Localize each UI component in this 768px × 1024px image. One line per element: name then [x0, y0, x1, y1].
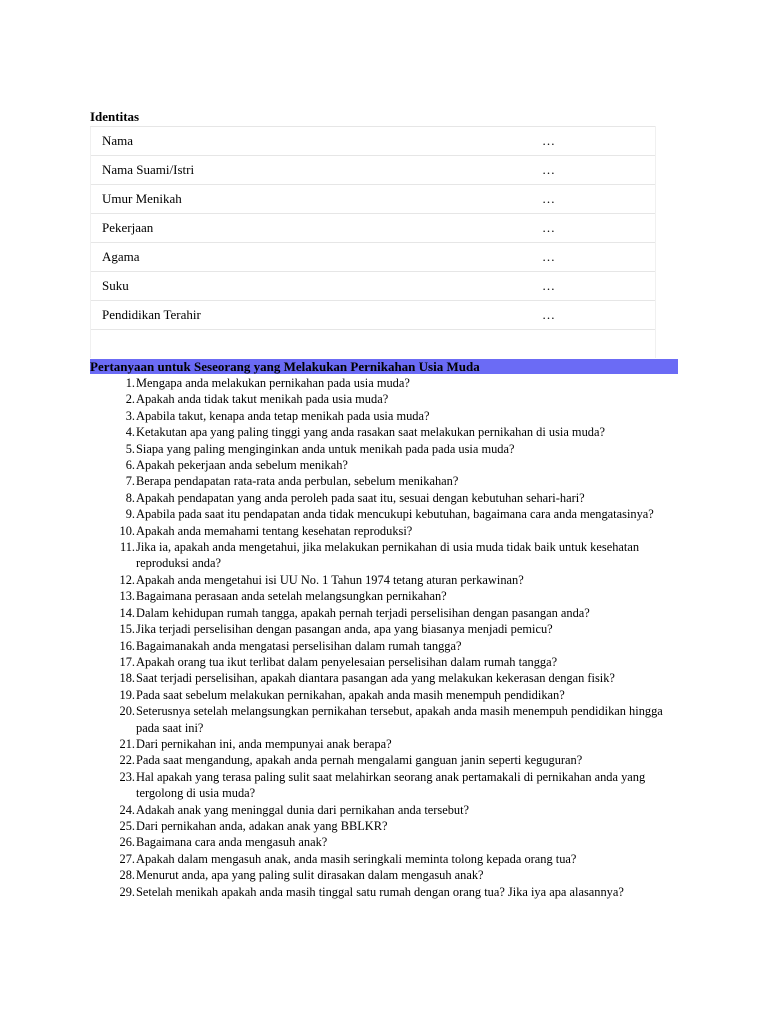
question-item — [90, 687, 680, 703]
question-text: Menurut anda, apa yang paling sulit dirasakan dalam mengasuh anak? — [136, 868, 484, 883]
question-number: 28. — [119, 868, 135, 883]
identity-value: … — [542, 243, 656, 272]
identity-label: Umur Menikah — [91, 185, 543, 214]
question-text: Bagaimana perasaan anda setelah melangsungkan pernikahan? — [136, 589, 447, 604]
question-item — [90, 703, 680, 736]
question-number: 23. — [119, 769, 135, 784]
identity-label: Pendidikan Terahir — [91, 301, 543, 330]
question-item — [90, 523, 680, 539]
question-text: Apabila takut, kenapa anda tetap menikah pada usia muda? — [136, 408, 430, 423]
identity-label: Nama — [91, 127, 543, 156]
question-item — [90, 752, 680, 768]
question-item — [90, 851, 680, 867]
question-number: 4. — [125, 425, 135, 440]
question-item — [90, 424, 680, 440]
question-number: 24. — [119, 802, 135, 817]
question-text: Berapa pendapatan rata-rata anda perbulan, sebelum menikahan? — [136, 474, 459, 489]
question-item — [90, 867, 680, 883]
question-item — [90, 802, 680, 818]
question-item — [90, 473, 680, 489]
question-item — [90, 769, 680, 802]
question-item — [90, 834, 680, 850]
question-number: 17. — [119, 654, 135, 669]
identity-row — [91, 243, 656, 272]
question-number: 27. — [119, 851, 135, 866]
question-item — [90, 638, 680, 654]
question-text: Hal apakah yang terasa paling sulit saat melahirkan seorang anak pertamakali di pernikahan anda yang tergolong di usia muda? — [136, 769, 646, 801]
question-item — [90, 539, 680, 572]
question-text: Adakah anak yang meninggal dunia dari pernikahan anda tersebut? — [136, 802, 470, 817]
identity-value: … — [542, 301, 656, 330]
question-number: 21. — [119, 736, 135, 751]
question-number: 15. — [119, 622, 135, 637]
question-text: Apakah orang tua ikut terlibat dalam penyelesaian perselisihan dalam rumah tangga? — [136, 654, 558, 669]
identity-empty-row — [91, 330, 656, 359]
question-number: 18. — [119, 671, 135, 686]
question-text: Bagaimanakah anda mengatasi perselisihan dalam rumah tangga? — [136, 638, 462, 653]
identity-row — [91, 272, 656, 301]
question-item — [90, 605, 680, 621]
question-text: Apakah anda memahami tentang kesehatan reproduksi? — [136, 523, 413, 538]
question-number: 7. — [125, 474, 135, 489]
questions-list — [90, 375, 680, 900]
question-number: 14. — [119, 605, 135, 620]
question-number: 5. — [125, 441, 135, 456]
question-item — [90, 736, 680, 752]
question-item — [90, 408, 680, 424]
question-text: Ketakutan apa yang paling tinggi yang anda rasakan saat melakukan pernikahan di usia muda? — [136, 425, 605, 440]
question-number: 29. — [119, 884, 135, 899]
questions-header: Pertanyaan untuk Seseorang yang Melakukan Pernikahan Usia Muda — [90, 359, 678, 374]
question-item — [90, 588, 680, 604]
question-item — [90, 621, 680, 637]
question-number: 20. — [119, 704, 135, 719]
question-number: 19. — [119, 687, 135, 702]
identity-label: Suku — [91, 272, 543, 301]
identity-value: … — [542, 156, 656, 185]
question-item — [90, 572, 680, 588]
question-text: Apabila pada saat itu pendapatan anda tidak mencukupi kebutuhan, bagaimana cara anda mengatasinya? — [136, 507, 654, 522]
question-item — [90, 441, 680, 457]
question-number: 22. — [119, 753, 135, 768]
question-text: Siapa yang paling menginginkan anda untuk menikah pada pada usia muda? — [136, 441, 515, 456]
identity-label: Pekerjaan — [91, 214, 543, 243]
question-item — [90, 670, 680, 686]
question-item — [90, 391, 680, 407]
question-text: Saat terjadi perselisihan, apakah diantara pasangan ada yang melakukan kekerasan dengan fisik? — [136, 671, 615, 686]
question-number: 16. — [119, 638, 135, 653]
question-text: Apakah pekerjaan anda sebelum menikah? — [136, 458, 348, 473]
question-number: 25. — [119, 818, 135, 833]
question-number: 10. — [119, 523, 135, 538]
question-number: 2. — [125, 392, 135, 407]
question-text: Mengapa anda melakukan pernikahan pada usia muda? — [136, 376, 410, 390]
question-text: Apakah anda mengetahui isi UU No. 1 Tahun 1974 tetang aturan perkawinan? — [136, 572, 524, 587]
question-number: 13. — [119, 589, 135, 604]
question-number: 9. — [125, 507, 135, 522]
question-item — [90, 654, 680, 670]
identity-value: … — [542, 214, 656, 243]
question-item — [90, 818, 680, 834]
question-text: Seterusnya setelah melangsungkan pernikahan tersebut, apakah anda masih menempuh pendidikan hingga pada saat ini? — [136, 704, 663, 735]
identity-value: … — [542, 272, 656, 301]
question-number: 8. — [125, 490, 135, 505]
question-number: 11. — [119, 540, 135, 555]
question-text: Pada saat mengandung, apakah anda pernah mengalami ganguan janin seperti keguguran? — [136, 753, 583, 768]
question-number: 12. — [119, 572, 135, 587]
question-text: Jika ia, apakah anda mengetahui, jika melakukan pernikahan di usia muda tidak baik untuk kesehatan reproduksi anda? — [136, 540, 640, 571]
question-text: Apakah dalam mengasuh anak, anda masih seringkali meminta tolong kepada orang tua? — [136, 851, 577, 866]
identity-value: … — [542, 185, 656, 214]
question-text: Dari pernikahan anda, adakan anak yang BBLKR? — [136, 818, 388, 833]
question-item — [90, 490, 680, 506]
identity-label: Nama Suami/Istri — [91, 156, 543, 185]
question-text: Bagaimana cara anda mengasuh anak? — [136, 835, 328, 850]
question-number: 26. — [119, 835, 135, 850]
question-text: Jika terjadi perselisihan dengan pasangan anda, apa yang biasanya menjadi pemicu? — [136, 622, 553, 637]
question-text: Apakah pendapatan yang anda peroleh pada saat itu, sesuai dengan kebutuhan sehari-hari? — [136, 490, 585, 505]
question-number: 3. — [125, 408, 135, 423]
identity-label: Agama — [91, 243, 543, 272]
question-item — [90, 884, 680, 900]
identity-row — [91, 185, 656, 214]
question-text: Pada saat sebelum melakukan pernikahan, apakah anda masih menempuh pendidikan? — [136, 687, 565, 702]
identity-value: … — [542, 127, 656, 156]
question-text: Dari pernikahan ini, anda mempunyai anak berapa? — [136, 736, 392, 751]
identity-title: Identitas — [90, 109, 140, 124]
question-text: Setelah menikah apakah anda masih tinggal satu rumah dengan orang tua? Jika iya apa alasannya? — [136, 884, 624, 899]
question-item — [90, 375, 680, 391]
identity-row — [91, 156, 656, 185]
question-text: Apakah anda tidak takut menikah pada usia muda? — [136, 392, 389, 407]
identity-row — [91, 214, 656, 243]
question-item — [90, 457, 680, 473]
question-number: 6. — [125, 458, 135, 473]
question-text: Dalam kehidupan rumah tangga, apakah pernah terjadi perselisihan dengan pasangan anda? — [136, 605, 590, 620]
identity-row — [91, 127, 656, 156]
identity-table — [90, 126, 656, 358]
question-number: 1. — [125, 376, 135, 390]
identity-row — [91, 301, 656, 330]
question-item — [90, 506, 680, 522]
